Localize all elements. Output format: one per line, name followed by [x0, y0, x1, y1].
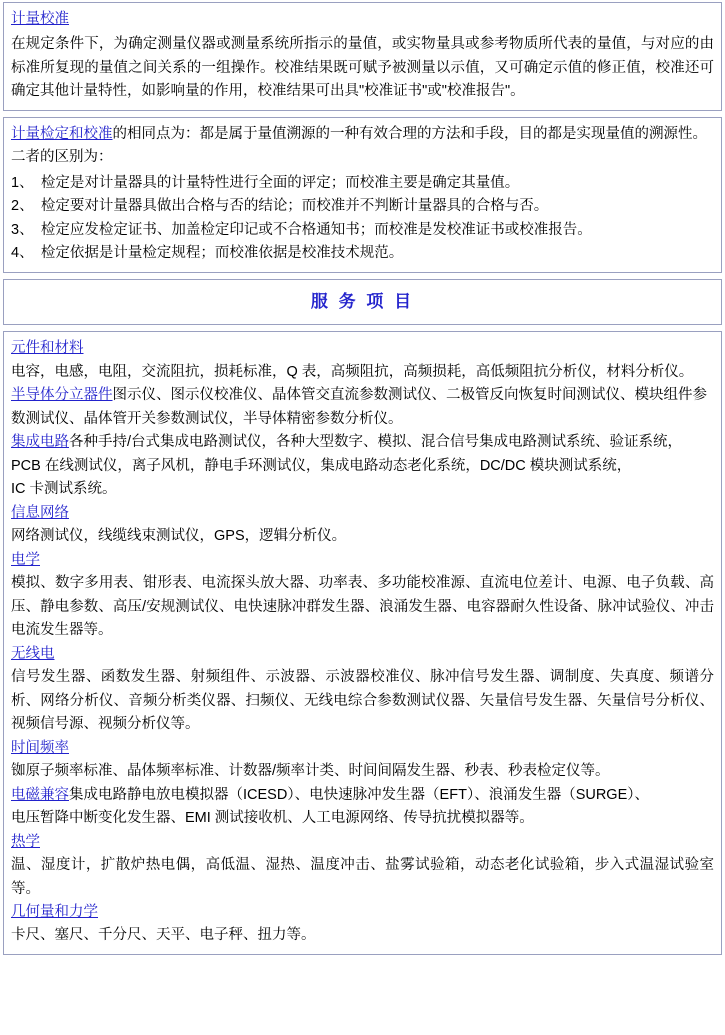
- category-time-frequency: [11, 737, 714, 784]
- category-heading-line: [11, 337, 714, 360]
- comparison-heading-link[interactable]: 计量检定和校准: [11, 125, 113, 142]
- category-label[interactable]: 集成电路: [11, 434, 69, 451]
- category-inline-text: 集成电路静电放电模拟器（ICESD）、电快速脉冲发生器（EFT）、浪涌发生器（SURGE）、: [69, 786, 650, 803]
- list-item: 1、 检定是对计量器具的计量特性进行全面的评定；而校准主要是确定其量值。: [11, 174, 520, 191]
- category-geometry-mechanics: [11, 901, 714, 948]
- category-discrete-semiconductors: [11, 384, 714, 431]
- service-title: 服 务 项 目: [310, 291, 415, 311]
- category-body: 温、湿度计，扩散炉热电偶，高低温、湿热、温度冲击、盐雾试验箱，动态老化试验箱，步入式温湿试验室等。: [11, 857, 714, 897]
- category-label[interactable]: 几何量和力学: [11, 904, 98, 920]
- category-emc: [11, 784, 714, 831]
- category-label[interactable]: 电学: [11, 551, 40, 568]
- category-radio: [11, 643, 714, 737]
- calibration-heading-line: [11, 8, 714, 31]
- category-label[interactable]: 热学: [11, 833, 40, 850]
- category-heading-line: [11, 431, 714, 478]
- category-integrated-circuits: [11, 431, 714, 501]
- category-heading-line: [11, 643, 714, 666]
- category-body: 电压暂降中断变化发生器、EMI 测试接收机、人工电源网络、传导抗扰模拟器等。: [11, 810, 534, 827]
- category-components-materials: [11, 337, 714, 384]
- calibration-section: [3, 2, 722, 111]
- service-title-section: [3, 279, 722, 326]
- calibration-paragraph: 在规定条件下，为确定测量仪器或测量系统所指示的量值，或实物量具或参考物质所代表的量值，与对应的由标准所复现的量值之间关系的一组操作。校准结果既可赋予被测量以示值，又可确定示值的修正值，校准还可确定其他计量特性，如影响量的作用，校准结果可出具"校准证书"或"校准报告"。: [11, 36, 714, 100]
- category-inline-text: 各种手持/台式集成电路测试仪，各种大型数字、模拟、混合信号集成电路测试系统、验证系统， PCB 在线测试仪，离子风机，静电手环测试仪，集成电路动态老化系统，DC/DC 模块测试系统，: [11, 434, 683, 474]
- category-heading-line: [11, 549, 714, 572]
- category-label[interactable]: 信息网络: [11, 504, 69, 521]
- service-items-section: [3, 331, 722, 955]
- category-body: 电容，电感，电阻，交流阻抗，损耗标准，Q 表，高频阻抗，高频损耗，高低频阻抗分析仪，材料分析仪。: [11, 363, 694, 380]
- category-label[interactable]: 半导体分立器件: [11, 387, 113, 404]
- list-item: 2、 检定要对计量器具做出合格与否的结论；而校准并不判断计量器具的合格与否。: [11, 198, 549, 215]
- category-thermal: [11, 831, 714, 901]
- category-label[interactable]: 电磁兼容: [11, 786, 69, 803]
- category-body: 卡尺、塞尺、千分尺、天平、电子秤、扭力等。: [11, 927, 316, 944]
- category-label[interactable]: 无线电: [11, 645, 55, 662]
- category-label[interactable]: 元件和材料: [11, 340, 84, 357]
- category-heading-line: [11, 901, 714, 924]
- list-item: 4、 检定依据是计量检定规程；而校准依据是校准技术规范。: [11, 245, 404, 262]
- category-heading-line: [11, 784, 714, 807]
- category-body: 铷原子频率标准、晶体频率标准、计数器/频率计类、时间间隔发生器、秒表、秒表检定仪等。: [11, 763, 610, 780]
- category-body: IC 卡测试系统。: [11, 481, 117, 498]
- list-item: 3、 检定应发检定证书、加盖检定印记或不合格通知书；而校准是发校准证书或校准报告。: [11, 221, 592, 238]
- category-electrical: [11, 549, 714, 643]
- category-information-network: [11, 502, 714, 549]
- category-heading-line: [11, 502, 714, 525]
- category-label[interactable]: 时间频率: [11, 739, 69, 756]
- category-heading-line: [11, 384, 714, 431]
- comparison-heading-line: [11, 123, 714, 170]
- category-heading-line: [11, 737, 714, 760]
- category-body: 模拟、数字多用表、钳形表、电流探头放大器、功率表、多功能校准源、直流电位差计、电源、电子负载、高压、静电参数、高压/安规测试仪、电快速脉冲群发生器、浪涌发生器、电容器耐久性设备、脉冲试验仪、冲击电流发生器等。: [11, 575, 714, 639]
- category-heading-line: [11, 831, 714, 854]
- comparison-list: [11, 172, 714, 266]
- comparison-heading-tail: 的相同点为：都是属于量值溯源的一种有效合理的方法和手段，目的都是实现量值的溯源性。二者的区别为：: [11, 125, 707, 166]
- category-body: 网络测试仪，线缆线束测试仪，GPS，逻辑分析仪。: [11, 528, 347, 545]
- category-inline-text: 图示仪、图示仪校准仪、晶体管交直流参数测试仪、二极管反向恢复时间测试仪、模块组件参数测试仪、晶体管开关参数测试仪，半导体精密参数分析仪。: [11, 387, 707, 427]
- calibration-heading-link[interactable]: 计量校准: [11, 11, 69, 27]
- comparison-section: [3, 117, 722, 273]
- category-body: 信号发生器、函数发生器、射频组件、示波器、示波器校准仪、脉冲信号发生器、调制度、失真度、频谱分析、网络分析仪、音频分析类仪器、扫频仪、无线电综合参数测试仪器、矢量信号发生器、矢量信号分析仪、视频信号源、视频分析仪等。: [11, 669, 714, 733]
